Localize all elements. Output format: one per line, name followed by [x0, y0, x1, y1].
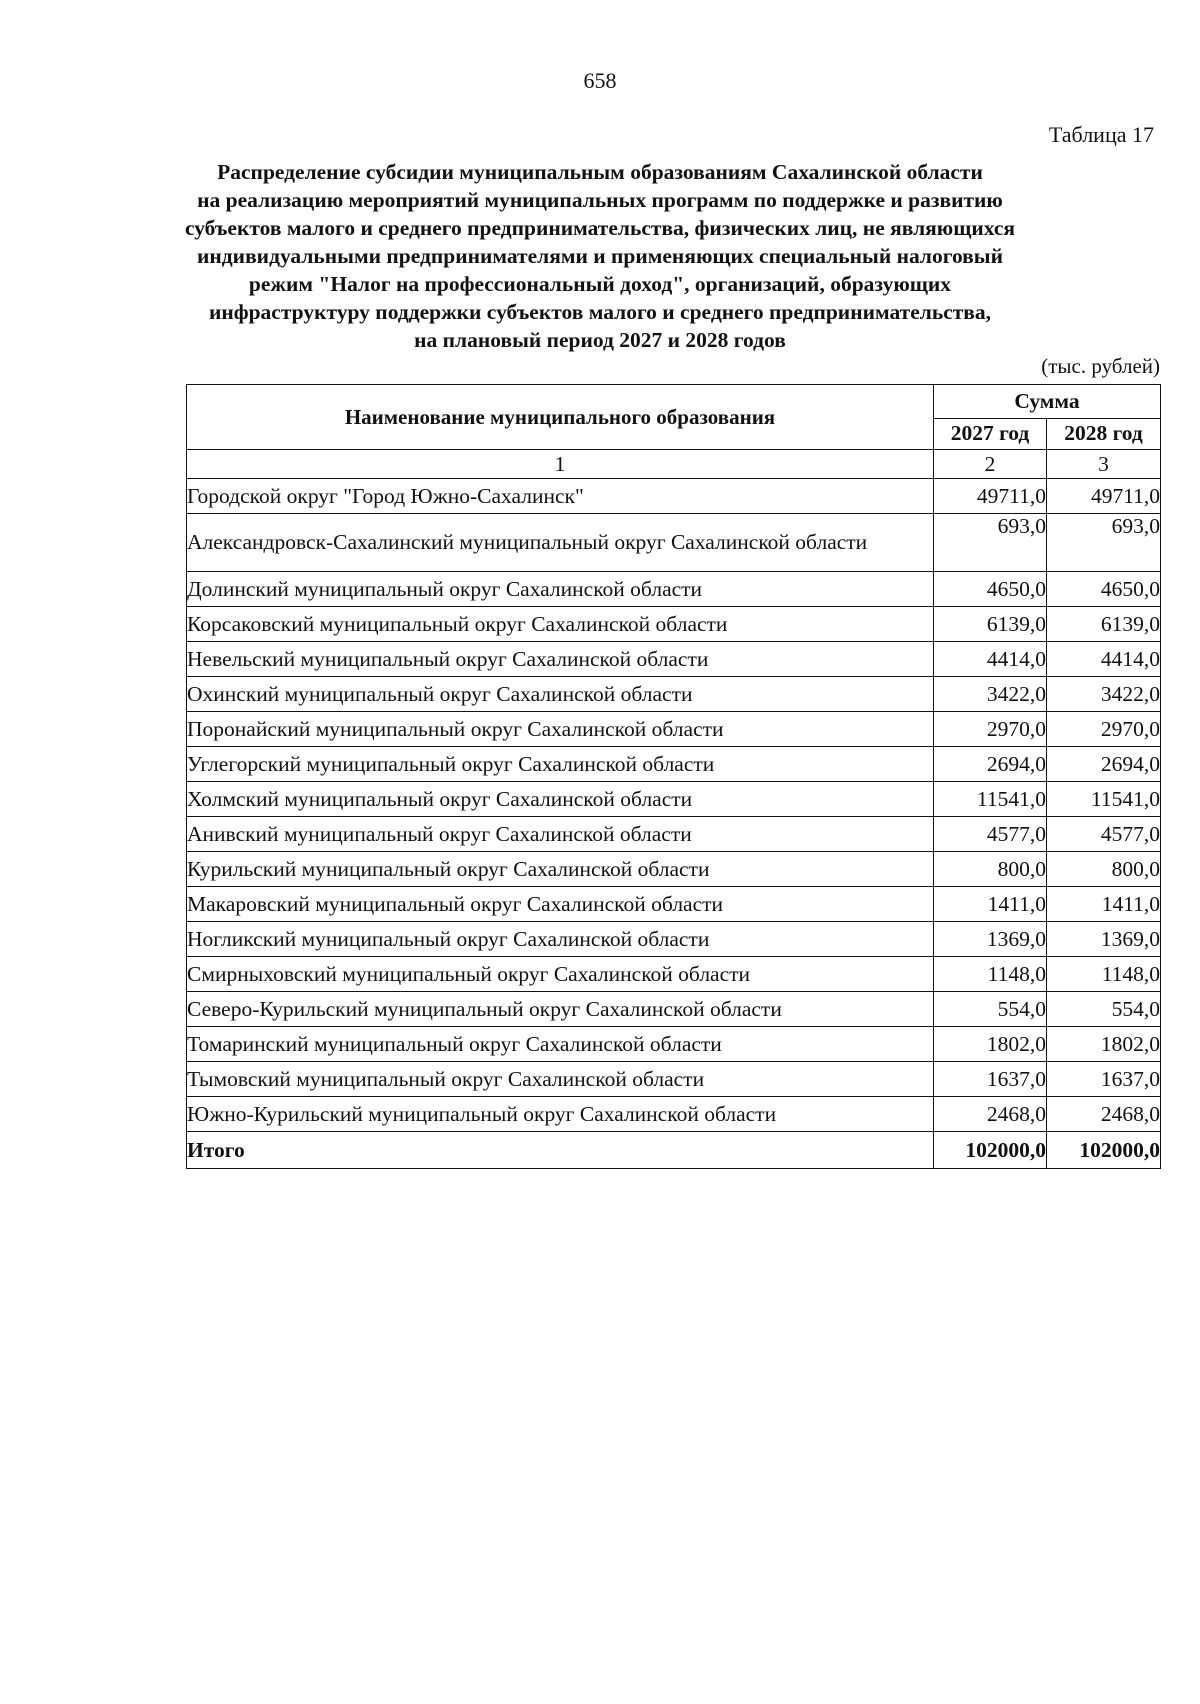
- value-2028: 1637,0: [1047, 1062, 1161, 1097]
- value-2027: 4414,0: [934, 642, 1047, 677]
- table-row: [187, 817, 1161, 852]
- value-2028: 3422,0: [1047, 677, 1161, 712]
- header-year-2027: 2027 год: [934, 418, 1047, 449]
- table-row: [187, 607, 1161, 642]
- total-label: Итого: [187, 1132, 934, 1169]
- value-2028: 11541,0: [1047, 782, 1161, 817]
- value-2028: 1411,0: [1047, 887, 1161, 922]
- table-label: Таблица 17: [1048, 122, 1154, 147]
- title-line: индивидуальными предпринимателями и применяющих специальный налоговый: [197, 244, 1003, 268]
- value-2028: 554,0: [1047, 992, 1161, 1027]
- value-2028: 1148,0: [1047, 957, 1161, 992]
- value-2027: 1802,0: [934, 1027, 1047, 1062]
- value-2028: 693,0: [1047, 514, 1161, 572]
- municipality-name: Макаровский муниципальный округ Сахалинской области: [187, 887, 934, 922]
- value-2027: 11541,0: [934, 782, 1047, 817]
- total-2027: 102000,0: [934, 1132, 1047, 1169]
- total-2028: 102000,0: [1047, 1132, 1161, 1169]
- value-2028: 4650,0: [1047, 572, 1161, 607]
- municipality-name: Холмский муниципальный округ Сахалинской области: [187, 782, 934, 817]
- municipality-name: Поронайский муниципальный округ Сахалинской области: [187, 712, 934, 747]
- municipality-name: Городской округ "Город Южно-Сахалинск": [187, 479, 934, 514]
- municipality-name: Смирныховский муниципальный округ Сахалинской области: [187, 957, 934, 992]
- value-2027: 6139,0: [934, 607, 1047, 642]
- table-row: [187, 852, 1161, 887]
- table-row: [187, 957, 1161, 992]
- column-number: 2: [934, 450, 1047, 479]
- value-2027: 693,0: [934, 514, 1047, 572]
- table-row: [187, 642, 1161, 677]
- table-row: [187, 1027, 1161, 1062]
- value-2028: 4414,0: [1047, 642, 1161, 677]
- value-2028: 2468,0: [1047, 1097, 1161, 1132]
- table-row: [187, 747, 1161, 782]
- municipality-name: Охинский муниципальный округ Сахалинской области: [187, 677, 934, 712]
- table-row: [187, 922, 1161, 957]
- municipality-name: Тымовский муниципальный округ Сахалинской области: [187, 1062, 934, 1097]
- value-2028: 1802,0: [1047, 1027, 1161, 1062]
- table-row: [187, 782, 1161, 817]
- table-row: [187, 514, 1161, 572]
- table-row: [187, 992, 1161, 1027]
- value-2027: 3422,0: [934, 677, 1047, 712]
- subsidy-table: [186, 384, 1161, 1169]
- municipality-name: Корсаковский муниципальный округ Сахалинской области: [187, 607, 934, 642]
- value-2027: 1637,0: [934, 1062, 1047, 1097]
- value-2028: 6139,0: [1047, 607, 1161, 642]
- municipality-name: Северо-Курильский муниципальный округ Сахалинской области: [187, 992, 934, 1027]
- title-line: режим "Налог на профессиональный доход", организаций, образующих: [248, 272, 952, 296]
- municipality-name: Александровск-Сахалинский муниципальный округ Сахалинской области: [187, 514, 934, 572]
- page-number: 658: [583, 68, 617, 93]
- table-row: [187, 887, 1161, 922]
- value-2028: 800,0: [1047, 852, 1161, 887]
- value-2027: 800,0: [934, 852, 1047, 887]
- units-label: (тыс. рублей): [1041, 354, 1160, 378]
- value-2027: 49711,0: [934, 479, 1047, 514]
- value-2027: 2694,0: [934, 747, 1047, 782]
- header-year-2028: 2028 год: [1047, 418, 1161, 449]
- municipality-name: Анивский муниципальный округ Сахалинской области: [187, 817, 934, 852]
- municipality-name: Углегорский муниципальный округ Сахалинской области: [187, 747, 934, 782]
- table-row: [187, 572, 1161, 607]
- table-row: [187, 1097, 1161, 1132]
- title-line: на реализацию мероприятий муниципальных программ по поддержке и развитию: [197, 188, 1003, 212]
- value-2027: 1148,0: [934, 957, 1047, 992]
- municipality-name: Южно-Курильский муниципальный округ Сахалинской области: [187, 1097, 934, 1132]
- municipality-name: Долинский муниципальный округ Сахалинской области: [187, 572, 934, 607]
- municipality-name: Невельский муниципальный округ Сахалинской области: [187, 642, 934, 677]
- municipality-name: Курильский муниципальный округ Сахалинской области: [187, 852, 934, 887]
- total-row: [187, 1132, 1161, 1169]
- municipality-name: Ногликский муниципальный округ Сахалинской области: [187, 922, 934, 957]
- title-line: на плановый период 2027 и 2028 годов: [414, 328, 786, 352]
- value-2027: 1369,0: [934, 922, 1047, 957]
- title-line: субъектов малого и среднего предпринимательства, физических лиц, не являющихся: [184, 216, 1016, 240]
- value-2027: 554,0: [934, 992, 1047, 1027]
- column-number: 1: [187, 450, 934, 479]
- table-row: [187, 677, 1161, 712]
- value-2028: 2694,0: [1047, 747, 1161, 782]
- header-municipality: Наименование муниципального образования: [187, 385, 934, 450]
- value-2027: 2468,0: [934, 1097, 1047, 1132]
- table-row: [187, 479, 1161, 514]
- title-line: Распределение субсидии муниципальным образованиям Сахалинской области: [217, 160, 983, 184]
- value-2027: 4577,0: [934, 817, 1047, 852]
- value-2027: 1411,0: [934, 887, 1047, 922]
- header-sum: Сумма: [934, 385, 1161, 419]
- value-2028: 1369,0: [1047, 922, 1161, 957]
- table-row: [187, 1062, 1161, 1097]
- value-2028: 4577,0: [1047, 817, 1161, 852]
- column-number: 3: [1047, 450, 1161, 479]
- table-row: [187, 712, 1161, 747]
- municipality-name: Томаринский муниципальный округ Сахалинской области: [187, 1027, 934, 1062]
- document-title: [160, 158, 1040, 354]
- title-line: инфраструктуру поддержки субъектов малого и среднего предпринимательства,: [208, 300, 992, 324]
- value-2028: 49711,0: [1047, 479, 1161, 514]
- column-number-row: [187, 450, 1161, 479]
- value-2027: 4650,0: [934, 572, 1047, 607]
- value-2027: 2970,0: [934, 712, 1047, 747]
- value-2028: 2970,0: [1047, 712, 1161, 747]
